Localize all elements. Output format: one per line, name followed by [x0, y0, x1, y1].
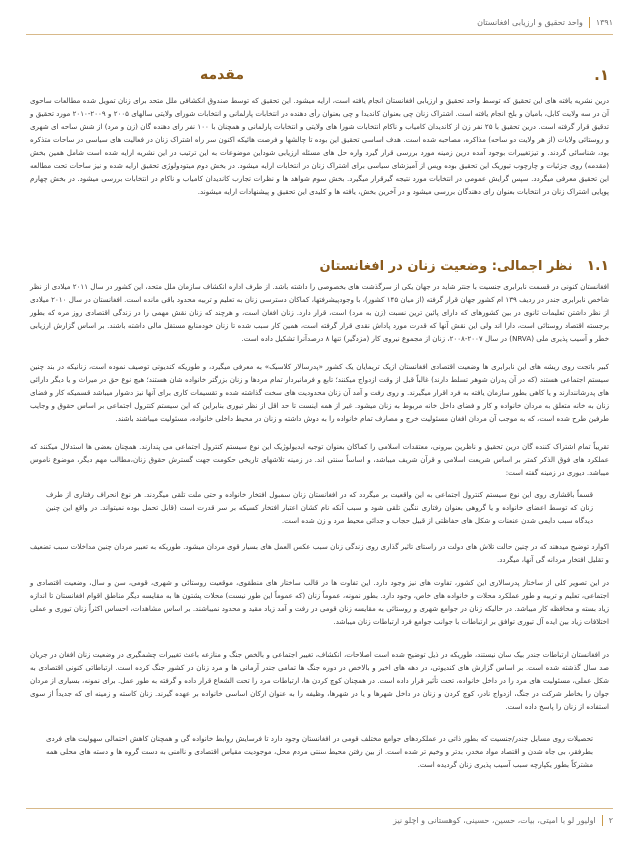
page-number: ۲ — [608, 815, 613, 825]
block-quote-1: قسماً باقشاری روی این نوع سیستم کنترول اجتماعی به این واقعیت بر میگردد که در افغانستان زنان سمبول افتخار خانواده و حتی ملت تلقی میگردند. هر نوع انحراف رفتاری از طرف زنان که توسط اعضای خانواده و یا گروهی بعنوان رفتاری ننگین تلقی شود و سبب آنکه نام کشان اعتبار افتخار کسیکه بر سر قدرت است (قابل تحمل بوده نمیتواند. در واقع این چنین دیدگاه سبب دایمی شدن عنعنات و شکل های حفاظتی از قبیل حجاب و جدائی محیط مرد و زن شده است. — [46, 490, 593, 525]
footer-authors: اولیور لو با امیتی، بیات، حسین، حسینی، کوهستانی و اچلو نیز — [393, 815, 596, 825]
footer-divider — [602, 815, 603, 826]
section-title: مقدمه — [200, 67, 244, 83]
overview-paragraph-5: در این تصویر کلی از ساختار پدرسالاری این کشور، تفاوت های نیز وجود دارد. این تفاوت ها در قالب ساختار های منطقوی، موقعیت روستائی و شهری، قومی، سن و سال، وضعیت اقتصادی و اجتماعی، تعلیم و تربیه و طور عملکرد محلات و خانواده های خاص، وجود دارد. بطور نمونه، عموماً زنان (که عموماً این طور نیست) محلات پشتون ها به مقایسه دیگر مناطق اقوام افغانستان تا اندازه زیاد بسته و محافظه کار میباشد. در حالیکه زنان در جوامع شهری و روستائی به مقایسه زنان قومی در رفت و آمد زیاد مقید و محدود نمیباشند. بر اساس مشاهدات، احساس اکثراً زنان تیوری و عملی اختلافات زیاد بین ایده آل تیوری توافق بر ارتباطات با جوانب جوامع فرد ارتباطات زنان میباشد. — [30, 578, 609, 626]
section-number: ۱. — [594, 66, 609, 84]
header-year: ۱۳۹۱ — [595, 17, 613, 27]
footer-rule — [26, 808, 613, 809]
block-quote-2: تحصیلات روی مسایل جندر/جنسیت که بطور ذاتی در عملکردهای جوامع مختلف قومی در افغانستان وجود دارد تا فرسایش روابط خانواده گی و همچنان کاهش احتمالی سهولیت های فردی بطرفقر، بی جاه شدن و اقتصاد مواد مخدر، بدتر و وخیم تر شده است. از بین رفتن محیط سنتی مردم محل، موجودیت مقیاس اقتصادی و ناامنی به دست گروه ها و دسته های محلی همه مشترکاً بطور یکپارچه سبب آسیب پذیری زنان گردیده است. — [46, 734, 593, 769]
header-rule — [26, 34, 613, 35]
overview-paragraph-6: در افغانستان ارتباطات جندر بیک سان نیستند، طوریکه در ذیل توضیح شده است اصلاحات، انکشاف، تغییر اجتماعی و بالخص جنگ و منازعه باعث تغییرات چشمگیری در وضعیت زنان افغان در جریان صد سال گذشته شده است. بر اساس گزارش های کندیوتی، در دهه های اخیر و بالاخص در دوره جنگ ها تمامی جندر آرمانی ها و مرد زنان در کشور جنگ کرده است. ارتباطاتی کنونی اقتصادی به شکل عملی، مسئولیت های مرد را در داخل خانواده، تحت تأثیر قرار داده است. در همچنان کوچ کردن ها، ارتباطات مرد را تحت الشعاع قرار داده و گرفته به طور عمل. برای نمونه، بسیاری از مردان جوان را بخاطر شرکت در جنگ، ازدواج نادر، کوچ کردن و زنان در داخل شهرها و یا در شهرها، وظیفه را به عنوان ارکان اساسی خانواده بر عهده گیرند. زنان کاسته و زمینه ای که جدیداً از سوی استفاده از زنان را پاسخ داده است. — [30, 650, 609, 711]
section-heading-introduction — [30, 66, 609, 84]
header-divider — [589, 17, 590, 28]
page-header — [26, 14, 613, 30]
intro-paragraph: درین نشریه یافته های این تحقیق که توسط واحد تحقیق و ارزیابی افغانستان انجام یافته است، ارایه میشود. این تحقیق که توسط صندوق انکشافی ملل متحد برای زنان تمویل شده مطالعات ساحوی آن در سه ولایت کابل، بامیان و بلخ انجام یافته است. اشتراک زنان چی بعنوان کاندیدا و چی بعنوان رأی دهنده در انتخابات پارلمانی و انتخابات شورای ولایتی سالهای ۲۰۰۵ و ۲۰۰۹-۲۰۱۰ مورد تحقیق و تدقیق قرار گرفته است. درین تحقیق با ۲۵ نفر زن از کاندیدان کامیاب و ناکام انتخابات شورا های ولایتی و انتخابات پارلمانی و همچنان با ۱۰۰ نفر رای دهنده گان (زن و مرد) از شش ساحه ای شهری و روستائی ولایات (از هر ولایت دو ساحه) مذاکره، مصاحبه شده است. هدف اساسی تحقیق این بوده تا چالشها و فرصت هائیکه اکنون سر راه اشتراک زنان در فعالیت های سیاسی در ساحات متذکره بود، شناسائی گردند. و تیزتغییرات بوجود آمده درین زمینه مورد بررسی قرار گیرد واره حل های مسئله ارزیابی شوداین موضوعات به این ترتیب در این نشریه ارایه شده است شامل همین بخش (مقدمه) روی جزئیات و چارچوب تیوریک این تحقیق بوده وپس از آمیزشای سیاسی برای اشتراک زنان در انتخابات ارایه میشود. در بخش دوم میتودولوژی تحقیق ارایه شده و نیز ساحات تحت مطالعه این تحقیق معرفی میگردد. سپس گرایش عمومی در انتخابات مورد نتیجه گیرقرار میگیرد. بخش سوم شواهد ها و نظرات تجارب کاندیدان کامیاب و ناکام در انتخابات بررسی میشود. در بخش چهارم پوپایی اشتراک زنان در انتخابات بعنوان رای دهندگان بررسی میشود و در آخرین بخش، یافته ها و کلیدی این تحقیق و پیشنهادات ارایه میشوند. — [30, 96, 609, 196]
overview-paragraph-4: اکوارد توضیح میدهند که در چنین حالت تلاش های دولت در راستای تاثیر گذاری روی زندگی زنان سبب عکس العمل های بسیار قوی مردان میشود. طوریکه به تعبیر مردان چنین مداخلات سبب تضعیف و تقلیل افتخار مردانه گی آنها، میگردد. — [30, 542, 609, 564]
subsection-title: نظر اجمالی: وضعیت زنان در افغانستان — [319, 258, 573, 274]
page-footer — [26, 812, 613, 828]
subsection-number: ۱.۱ — [586, 258, 609, 274]
overview-paragraph-2: کبیر باتجت روی ریشه های این نابرابری ها وضعیت اقتصادی افغانستان ازیک تریمایان یک کشور «پدرسالار کلاسیک» به معرفی میگیرد، و طوریکه کندیوتی توصیف نموده است، زنانیکه در بند چنین سیستم اجتماعی هستند (که در آن پدران شوهر تسلط دارند) غالباً قبل از وقت ازدواج میکنند؛ تابع و فرمانبردار تمام مردها و زنان بزرگتر خانواده شان هستند؛ هیچ نوع حق در میراث و یا دیگر دارائی های پدرشانندارند و یا کاهی بطور سازمان یافته به فرد اقرار میگیرند. و روی رفت و آمد آن زنان محدودیت های سخت گذاشته شده و تقسیمات کاری برای آنها نیز دشوار میباشد قسمیکه کار و فضای زنان به خانه متعلق به مردان خانواده و کار و فضای داخل خانه مربوط به زنان میشود. غیر از همه اینست تا حد اقل از نظر تیوری بنابراین که این سیستم کنترول اجتماعی بر اساس حقوق و وجایب طرفین طرح شده است، که به موجب آن مردان افغان مسئولیت خرج و مصارف تمام خانواده را به دوش داشته و زنان در محیط داخلی خانواده، مسئولیت میباشند باشند. — [30, 362, 609, 423]
section-heading-overview — [30, 258, 609, 274]
header-publisher: واحد تحقیق و ارزیابی افغانستان — [477, 17, 583, 27]
overview-paragraph-1: افغانستان کنونی در قسمت نابرابری جنسیت با جنتر شاید در جهان یکی از سرگذشت های بخصوصی را داشته باشد. از طرف اداره انکشاف سازمان ملل متحد، این کشور در سال ۲۰۱۱ میلادی از نظر شاخص نابرابری جندر در ردیف ۱۳۹ ام کشور جهان قرار گرفته (از میان ۱۴۵ کشور)، با وجودپیشرفتها، کماکان دسترسی زنان به تعلیم و تربیه محدود باقی مانده است. افغانستان در سال ۲۰۱۰ میلادی از نظر داشتن تعلیمات ثانوی در بین کشورهای که دارای پائین ترین نسبت (زن به مرد) است، قرار دارد. زنان افغان است، و هرچند که زنان نقش مهمی را در زندگی اقتصادی روز مره که بطور برجسته اقتصاد روستائی است، دارا اند ولی این نقش آنها که قدرت مورد پاداش نقدی قرار گرفته است، همین کار سبب شده تا زنان خودمنابع مستقل مالی داشته باشند. بر اساس گزارش ارزیابی خطر و آسیب پذیری ملی (NRVA) در سال ۲۰۰۷-۲۰۰۸، زنان از مجموع نیروی کار (مزدگیر) تنها ۸ درصدآنرا تشکیل داده است. — [30, 282, 610, 343]
overview-paragraph-3: تقریباً تمام اشتراک کننده گان درین تحقیق و ناظرین بیرونی، معتقدات اسلامی را کماکان بعنوان توجیه ایدیولوژیک این نوع سیستم کنترول اجتماعی می پندارند. همچنان بعضی ها استدلال میکنند که عملکرد های فوق الذکر کمتر بر اساس شریعت اسلامی و قرآن شریف میباشد، و اساساً سنتی اند. در زمینه تلاشهای تاریخی حکومت جهت گسترش حقوق زنان،مطالب مهم دیگر، موضوع ناموس میباشد. دیوری در زمینه گفته است: — [30, 442, 609, 477]
